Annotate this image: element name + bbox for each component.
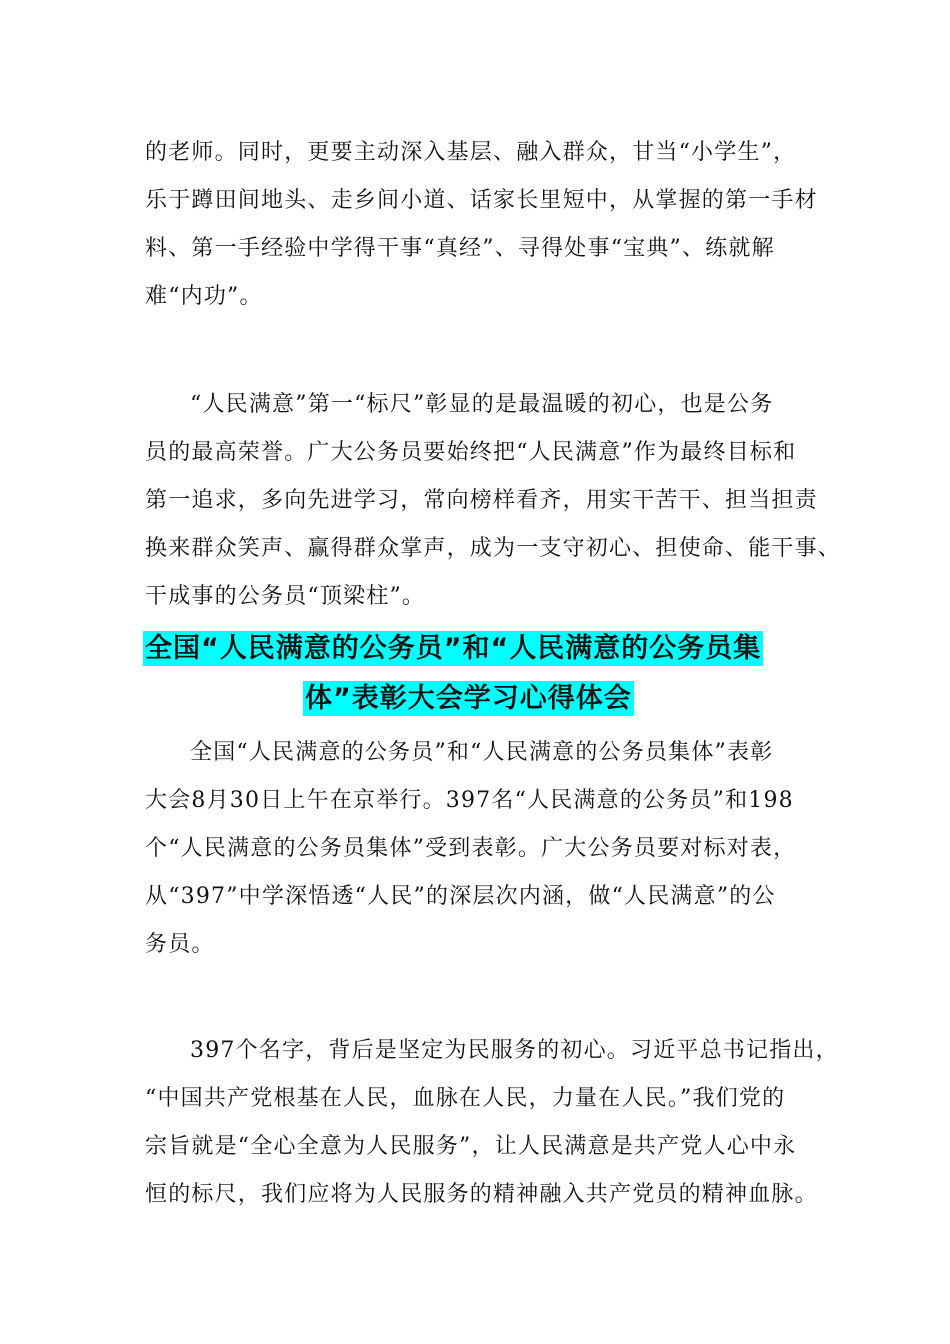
paragraph-line: 难“内功”。 [145, 284, 263, 309]
paragraph-line: 务员。 [145, 932, 215, 957]
paragraph-line: 宗旨就是“全心全意为人民服务”，让人民满意是共产党人心中永 [145, 1134, 797, 1159]
paragraph-line: 个“人民满意的公务员集体”受到表彰。广大公务员要对标对表， [145, 836, 797, 861]
title-highlight: 体”表彰大会学习心得体会 [305, 683, 632, 714]
paragraph-line: 乐于蹲田间地头、走乡间小道、话家长里短中，从掌握的第一手材 [145, 188, 818, 213]
paragraph-line: 的老师。同时，更要主动深入基层、融入群众，甘当“小学生”， [145, 140, 797, 165]
paragraph-line: “中国共产党根基在人民，血脉在人民，力量在人民。”我们党的 [145, 1086, 786, 1111]
paragraph-line: 大会8月30日上午在京举行。397名“人民满意的公务员”和198 [145, 788, 794, 813]
paragraph-line: 第一追求，多向先进学习，常向榜样看齐，用实干苦干、担当担责 [145, 488, 818, 513]
article-title-line-2 [303, 680, 634, 718]
article-title-line-1 [143, 630, 763, 668]
paragraph-line: “人民满意”第一“标尺”彰显的是最温暖的初心，也是公务 [190, 392, 774, 417]
paragraph-line: 397个名字，背后是坚定为民服务的初心。习近平总书记指出， [190, 1038, 839, 1063]
paragraph-line: 从“397”中学深悟透“人民”的深层次内涵，做“人民满意”的公 [145, 884, 776, 909]
paragraph-line: 料、第一手经验中学得干事“真经”、寻得处事“宝典”、练就解 [145, 236, 775, 261]
paragraph-line: 全国“人民满意的公务员”和“人民满意的公务员集体”表彰 [190, 740, 774, 765]
paragraph-line: 换来群众笑声、赢得群众掌声，成为一支守初心、担使命、能干事、 [145, 536, 842, 561]
title-highlight: 全国“人民满意的公务员”和“人民满意的公务员集 [145, 633, 762, 664]
paragraph-line: 恒的标尺，我们应将为人民服务的精神融入共产党员的精神血脉。 [145, 1182, 818, 1207]
paragraph-line: 干成事的公务员“顶梁柱”。 [145, 584, 426, 609]
paragraph-line: 员的最高荣誉。广大公务员要始终把“人民满意”作为最终目标和 [145, 440, 797, 465]
